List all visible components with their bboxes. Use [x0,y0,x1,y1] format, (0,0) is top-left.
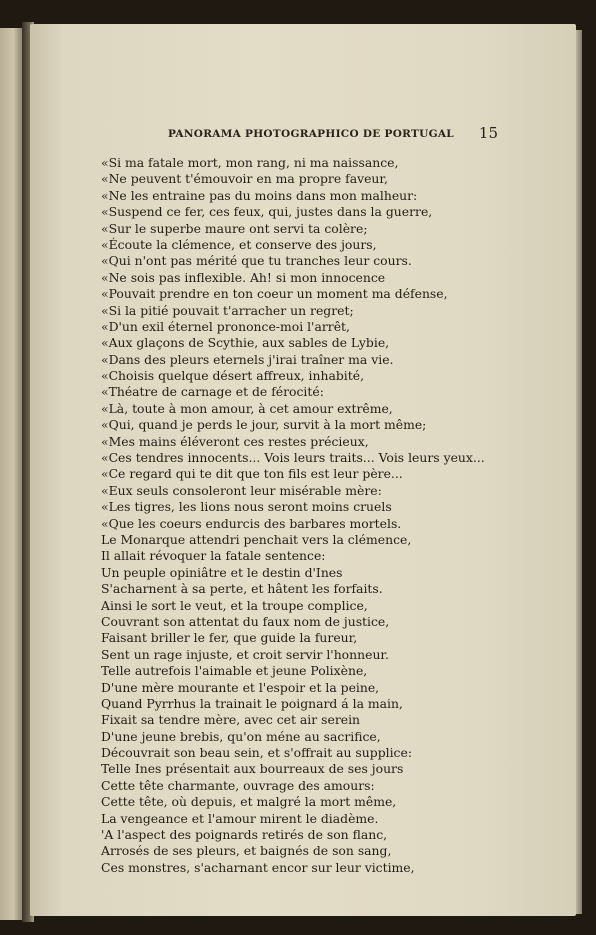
verse-line: Couvrant son attentat du faux nom de justice, [101,613,390,629]
verse-line: «Suspend ce fer, ces feux, qui, justes dans la guerre, [101,204,433,220]
verse-line: Telle Ines présentait aux bourreaux de ses jours [101,761,404,777]
verse-line: «Pouvait prendre en ton coeur un moment ma défense, [101,286,448,302]
verse-line: Sent un rage injuste, et croit servir l'honneur. [101,646,389,662]
verse-line: Quand Pyrrhus la trainait le poignard á la main, [101,695,403,711]
verse-line: D'une mère mourante et l'espoir et la peine, [101,679,380,695]
verse-line: «Mes mains éléveront ces restes précieux, [101,433,369,449]
verse-line: «Ce regard qui te dit que ton fils est leur père... [101,466,403,482]
verse-line: «Les tigres, les lions nous seront moins cruels [101,499,392,515]
verse-line: D'une jeune brebis, qu'on méne au sacrifice, [101,728,381,744]
verse-line: Cette tête charmante, ouvrage des amours: [101,777,375,793]
verse-line: «Sur le superbe maure ont servi ta colère; [101,220,368,236]
verse-line: «Choisis quelque désert affreux, inhabité, [101,368,365,384]
page-header [168,126,498,144]
verse-line: 'A l'aspect des poignards retirés de son flanc, [101,827,388,843]
verse-line: Telle autrefois l'aimable et jeune Polixène, [101,663,368,679]
verse-line: La vengeance et l'amour mirent le diadème. [101,810,379,826]
verse-line: «Théatre de carnage et de férocité: [101,384,324,400]
verse-line: «Ne les entraine pas du moins dans mon malheur: [101,187,418,203]
verse-line: Le Monarque attendri penchait vers la clémence, [101,531,412,547]
verse-line: Découvrait son beau sein, et s'offrait au supplice: [101,745,413,761]
verse-line: Cette tête, où depuis, et malgré la mort même, [101,794,397,810]
verse-line: «Qui n'ont pas mérité que tu tranches leur cours. [101,253,412,269]
verse-line: «Si la pitié pouvait t'arracher un regret; [101,302,354,318]
verse-line: «Que les coeurs endurcis des barbares mortels. [101,515,402,531]
verse-line: «Là, toute à mon amour, à cet amour extrême, [101,400,393,416]
verse-line: «Ces tendres innocents... Vois leurs traits... Vois leurs yeux... [101,450,485,466]
verse-line: «Aux glaçons de Scythie, aux sables de Lybie, [101,335,390,351]
verse-line: Fixait sa tendre mère, avec cet air serein [101,712,361,728]
verse-line: Un peuple opiniâtre et le destin d'Ines [101,564,343,580]
verse-line: «Ne peuvent t'émouvoir en ma propre faveur, [101,171,388,187]
page-number: 15 [478,124,498,142]
verse-line: Ces monstres, s'acharnant encor sur leur victime, [101,859,415,875]
page-stack-edge [576,30,582,914]
facing-page-edge [0,28,22,920]
verse-line: Ainsi le sort le veut, et la troupe complice, [101,597,368,613]
poem-text [101,155,501,876]
verse-line: «Écoute la clémence, et conserve des jours, [101,236,377,252]
verse-line: S'acharnent à sa perte, et hâtent les forfaits. [101,581,383,597]
verse-line: Il allait révoquer la fatale sentence: [101,548,326,564]
verse-line: Faisant briller le fer, que guide la fureur, [101,630,358,646]
verse-line: «Si ma fatale mort, mon rang, ni ma naissance, [101,155,399,170]
verse-line: «Eux seuls consoleront leur misérable mère: [101,482,382,498]
verse-line: «Ne sois pas inflexible. Ah! si mon innocence [101,269,386,285]
verse-line: «Qui, quand je perds le jour, survit à la mort même; [101,417,427,433]
running-title: PANORAMA PHOTOGRAPHICO DE PORTUGAL [168,128,454,140]
verse-line: «D'un exil éternel prononce-moi l'arrêt, [101,318,350,334]
verse-line: Arrosés de ses pleurs, et baignés de son sang, [101,843,392,859]
verse-line: «Dans des pleurs eternels j'irai traîner ma vie. [101,351,394,367]
